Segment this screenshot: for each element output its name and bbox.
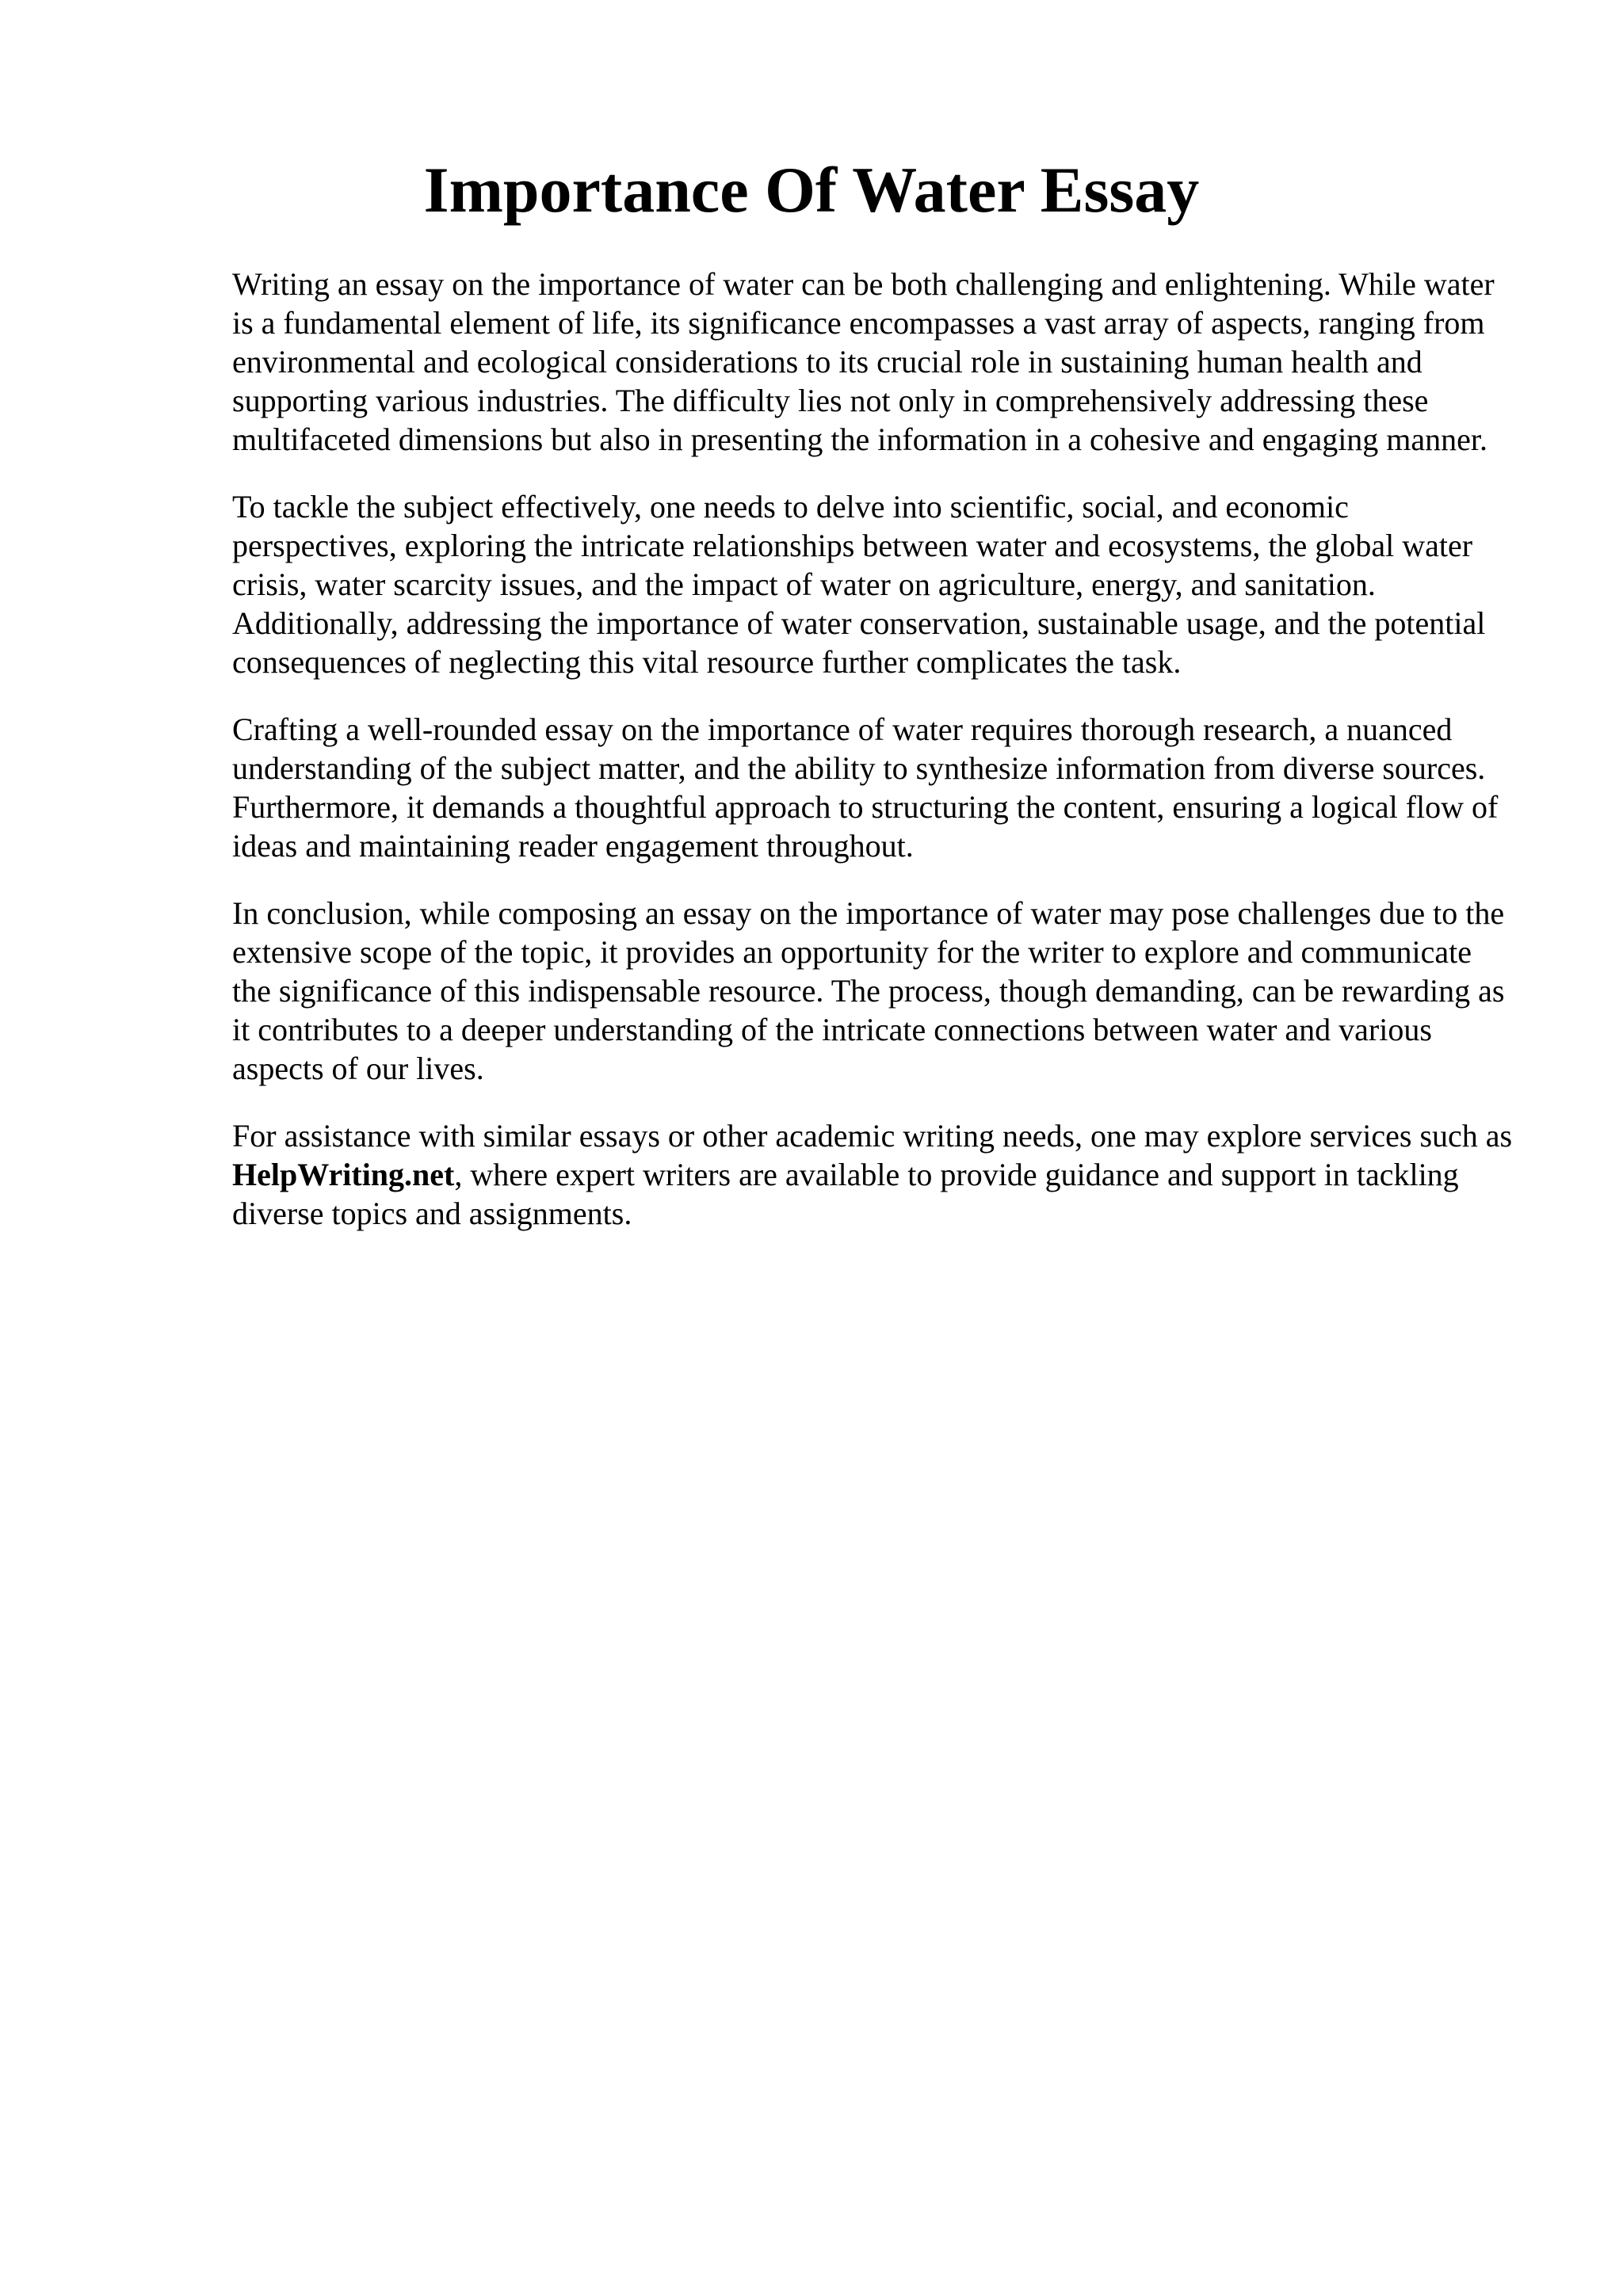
paragraph-4: In conclusion, while composing an essay on the importance of water may pose challenges due to the extensive scope of the topic, it provides an opportunity for the writer to explore and communicate the significance of this indispensable resource. The process, though demanding, can be rewarding as it contributes to a deeper understanding of the intricate connections between water and various aspects of our lives. (232, 895, 1505, 1086)
paragraph-1: Writing an essay on the importance of water can be both challenging and enlightening. While water is a fundamental element of life, its significance encompasses a vast array of aspects, ranging from environmental and ecological considerations to its crucial role in sustaining human health and supporting various industries. The difficulty lies not only in comprehensively addressing these multifaceted dimensions but also in presenting the information in a cohesive and engaging manner. (232, 266, 1495, 457)
document-body (232, 265, 1516, 1261)
paragraph-5-trailing-text: , where expert writers are available to provide guidance and support in tackling diverse topics and assignments. (232, 1157, 1459, 1231)
paragraph-5-lead-text: For assistance with similar essays or other academic writing needs, one may explore services such as (232, 1118, 1513, 1154)
paragraph-5 (232, 1116, 1516, 1233)
document-title: Importance Of Water Essay (423, 154, 1200, 226)
paragraph-2: To tackle the subject effectively, one needs to delve into scientific, social, and economic perspectives, exploring the intricate relationships between water and ecosystems, the global water crisis, water scarcity issues, and the impact of water on agriculture, energy, and sanitation. Additionally, addressing the importance of water conservation, sustainable usage, and the potential consequences of neglecting this vital resource further complicates the task. (232, 489, 1486, 680)
helpwriting-link[interactable]: HelpWriting.net (232, 1157, 455, 1192)
paragraph-3: Crafting a well-rounded essay on the importance of water requires thorough research, a nuanced understanding of the subject matter, and the ability to synthesize information from diverse sources. Furthermore, it demands a thoughtful approach to structuring the content, ensuring a logical flow of ideas and maintaining reader engagement throughout. (232, 711, 1499, 864)
